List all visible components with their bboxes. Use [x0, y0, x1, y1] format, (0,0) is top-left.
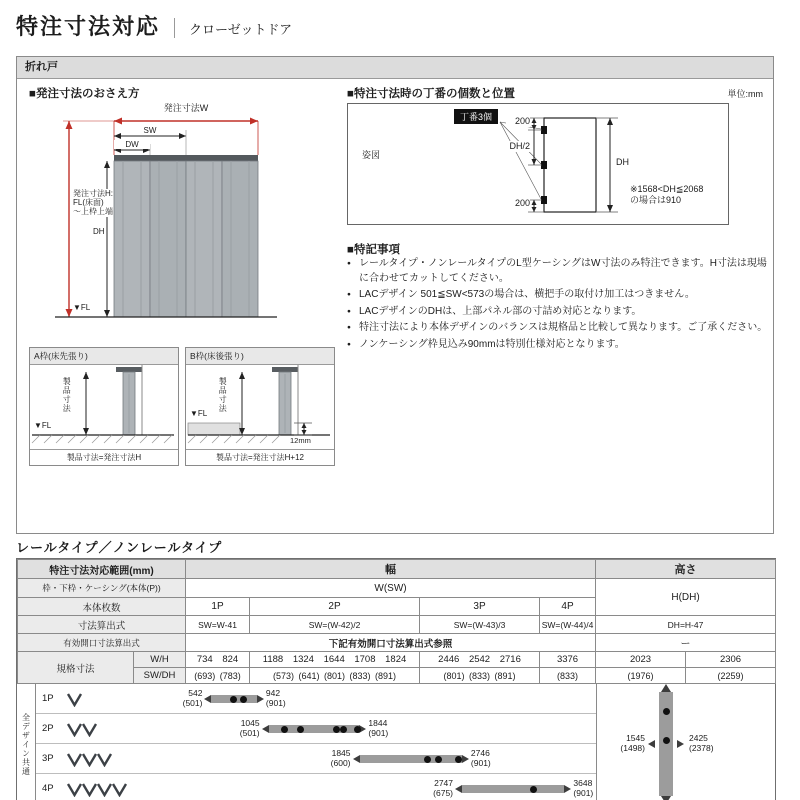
- range-bar-arrow: [455, 785, 462, 793]
- opening-height-cell: ー: [596, 634, 776, 652]
- standard-w-cell: 3376: [540, 652, 596, 668]
- header-divider: [174, 18, 175, 38]
- range-bar-arrow: [564, 785, 571, 793]
- hinge-dim-mid: DH/2: [496, 141, 530, 152]
- range-min-label: 542 (501): [182, 688, 203, 708]
- panel-tab: 折れ戸: [17, 57, 773, 79]
- w-sw-cell: W(SW): [186, 579, 596, 598]
- range-min-label: 1045 (501): [239, 718, 260, 738]
- range-bar-arrow: [204, 695, 211, 703]
- frame-b-formula: 製品寸法=発注寸法H+12: [186, 449, 334, 465]
- fl-marker: ▼FL: [73, 303, 91, 312]
- formula-cell: SW=(W-44)/4: [540, 616, 596, 634]
- standard-size-dot: [663, 708, 670, 715]
- frame-b-offset-label: 12mm: [290, 436, 311, 445]
- range-bar-arrow: [661, 684, 671, 692]
- hinge-dim-bottom: 200: [506, 198, 530, 209]
- panel-count-cell: 4P: [540, 598, 596, 616]
- formula-cell: SW=(W-42)/2: [250, 616, 420, 634]
- range-row-1P: [36, 684, 596, 714]
- range-bar-arrow: [648, 740, 655, 748]
- panel-count-label: 3P: [42, 753, 54, 764]
- frame-a-drawing: [30, 365, 176, 449]
- panel-count-label: 1P: [42, 693, 54, 704]
- page-subtitle: クローゼットドア: [189, 22, 293, 37]
- range-max-label: 3648 (901): [573, 778, 594, 798]
- range-row-2P: [36, 714, 596, 744]
- opening-label-cell: 有効開口寸法算出式: [18, 634, 186, 652]
- folding-door-icon: [66, 692, 85, 712]
- notes-list: [347, 257, 771, 354]
- folding-door-panel: [16, 56, 774, 534]
- opening-value-cell: 下記有効開口寸法算出式参照: [186, 634, 596, 652]
- range-bar-arrow: [353, 755, 360, 763]
- frame-b-product-dim-label: 製品寸法: [218, 377, 228, 413]
- order-section-title: ■発注寸法のおさえ方: [29, 88, 140, 100]
- custom-range-chart: [17, 684, 775, 800]
- note-item: ● 特注寸法により本体デザインのバランスは規格品と比較して異なります。ご了承ください。: [347, 321, 771, 336]
- range-max-label: 942 (901): [265, 688, 286, 708]
- standard-dh-cell: (1976): [596, 668, 686, 684]
- hinge-position-diagram: [347, 103, 729, 225]
- common-design-label: 全デザイン共通: [21, 712, 31, 776]
- frame-a-product-dim-label: 製品寸法: [62, 377, 72, 413]
- frame-b-diagram: [185, 347, 335, 466]
- range-max-label: 1844 (901): [368, 718, 389, 738]
- order-height-label: 発注寸法H: FL(床面) 〜上枠上端: [73, 189, 113, 217]
- page-title: 特注寸法対応: [16, 14, 161, 39]
- standard-sw-cell: (801) (833) (891): [420, 668, 540, 684]
- page-header: [16, 10, 292, 41]
- panel-count-label: 2P: [42, 723, 54, 734]
- width-header-cell: 幅: [186, 560, 596, 579]
- range-bar: [462, 785, 564, 793]
- range-row-4P: [36, 774, 596, 800]
- spec-table: [16, 558, 776, 800]
- range-row-3P: [36, 744, 596, 774]
- note-item: ● LACデザインのDHは、上部パネル部の寸詰め対応となります。: [347, 305, 771, 320]
- width-range-rows: [36, 684, 597, 800]
- frame-a-title: A枠(床先張り): [30, 348, 178, 365]
- hinge-section-title: ■特注寸法時の丁番の個数と位置: [347, 88, 515, 100]
- panel-count-label-cell: 本体枚数: [18, 598, 186, 616]
- hinge-note: ※1568<DH≦2068 の場合は910: [630, 184, 704, 205]
- frame-label-cell: 枠・下枠・ケーシング(本体(P)): [18, 579, 186, 598]
- height-max-label: 2425 (2378): [689, 733, 714, 753]
- frame-a-formula: 製品寸法=発注寸法H: [30, 449, 178, 465]
- dh-label: DH: [93, 227, 105, 236]
- sw-label: SW: [132, 126, 168, 135]
- standard-size-dot: [297, 726, 304, 733]
- h-dh-cell: H(DH): [596, 579, 776, 616]
- panel-count-cell: 3P: [420, 598, 540, 616]
- height-header-cell: 高さ: [596, 560, 776, 579]
- range-header-cell: 特注寸法対応範囲(mm): [18, 560, 186, 579]
- range-bar-arrow: [677, 740, 684, 748]
- panel-count-label: 4P: [42, 783, 54, 794]
- note-item: ● LACデザイン 501≦SW<573の場合は、横把手の取付け加工はつきません。: [347, 288, 771, 303]
- note-item: ● ノンケーシング枠見込み90mmは特別仕様対応となります。: [347, 338, 771, 353]
- common-design-strip: [17, 684, 36, 800]
- standard-size-dot: [530, 786, 537, 793]
- standard-size-dot: [424, 756, 431, 763]
- standard-dh-cell: (2259): [686, 668, 776, 684]
- panel-count-cell: 1P: [186, 598, 250, 616]
- dw-label: DW: [114, 140, 150, 149]
- standard-size-dot: [333, 726, 340, 733]
- front-view-label: 姿図: [362, 150, 381, 160]
- swdh-label-cell: SW/DH: [134, 668, 186, 684]
- frame-diagrams: [29, 347, 335, 466]
- panel-count-cell: 2P: [250, 598, 420, 616]
- range-bar-arrow: [262, 725, 269, 733]
- standard-size-dot: [240, 696, 247, 703]
- height-min-label: 1545 (1498): [620, 733, 645, 753]
- spec-table-grid: [17, 559, 776, 684]
- standard-label-cell: 規格寸法: [18, 652, 134, 684]
- panel-body: [17, 79, 773, 533]
- wh-label-cell: W/H: [134, 652, 186, 668]
- hinge-count-badge: 丁番3個: [454, 109, 498, 124]
- standard-w-cell: 2446 2542 2716: [420, 652, 540, 668]
- standard-size-dot: [663, 737, 670, 744]
- standard-size-dot: [340, 726, 347, 733]
- folding-door-icon: [66, 782, 130, 800]
- unit-label: 単位:mm: [727, 89, 763, 99]
- formula-cell: SW=(W-43)/3: [420, 616, 540, 634]
- range-bar-arrow: [257, 695, 264, 703]
- standard-h-cell: 2306: [686, 652, 776, 668]
- standard-size-dot: [354, 726, 361, 733]
- rail-type-heading: レールタイプ／ノンレールタイプ: [16, 540, 223, 555]
- folding-door-icon: [66, 722, 100, 742]
- hinge-dh-label: DH: [616, 157, 629, 167]
- standard-size-dot: [455, 756, 462, 763]
- standard-size-dot: [230, 696, 237, 703]
- standard-w-cell: 1188 1324 1644 1708 1824: [250, 652, 420, 668]
- range-max-label: 2746 (901): [470, 748, 491, 768]
- range-min-label: 1845 (600): [330, 748, 351, 768]
- standard-w-cell: 734 824: [186, 652, 250, 668]
- frame-a-diagram: [29, 347, 179, 466]
- frame-a-fl-marker: ▼FL: [34, 421, 52, 430]
- folding-door-icon: [66, 752, 115, 772]
- range-bar-arrow: [462, 755, 469, 763]
- door-dimension-diagram: [29, 103, 349, 343]
- standard-h-cell: 2023: [596, 652, 686, 668]
- formula-label-cell: 寸法算出式: [18, 616, 186, 634]
- standard-size-dot: [435, 756, 442, 763]
- standard-sw-cell: (573) (641) (801) (833) (891): [250, 668, 420, 684]
- standard-sw-cell: (833): [540, 668, 596, 684]
- height-range-chart: [597, 684, 775, 800]
- standard-sw-cell: (693) (783): [186, 668, 250, 684]
- height-formula-cell: DH=H-47: [596, 616, 776, 634]
- range-min-label: 2747 (675): [433, 778, 454, 798]
- hinge-diagram-drawing: [348, 104, 728, 224]
- frame-b-title: B枠(床後張り): [186, 348, 334, 365]
- notes-section-title: ■特記事項: [347, 244, 400, 256]
- range-bar-arrow: [661, 796, 671, 800]
- frame-b-fl-marker: ▼FL: [190, 409, 208, 418]
- formula-cell: SW=W-41: [186, 616, 250, 634]
- note-item: ● レールタイプ・ノンレールタイプのL型ケーシングはW寸法のみ特注できます。H寸法は現場に合わせてカットしてください。: [347, 257, 771, 286]
- order-width-label: 発注寸法W: [134, 103, 238, 113]
- standard-size-dot: [281, 726, 288, 733]
- hinge-dim-top: 200: [506, 116, 530, 127]
- range-bar: [360, 755, 462, 763]
